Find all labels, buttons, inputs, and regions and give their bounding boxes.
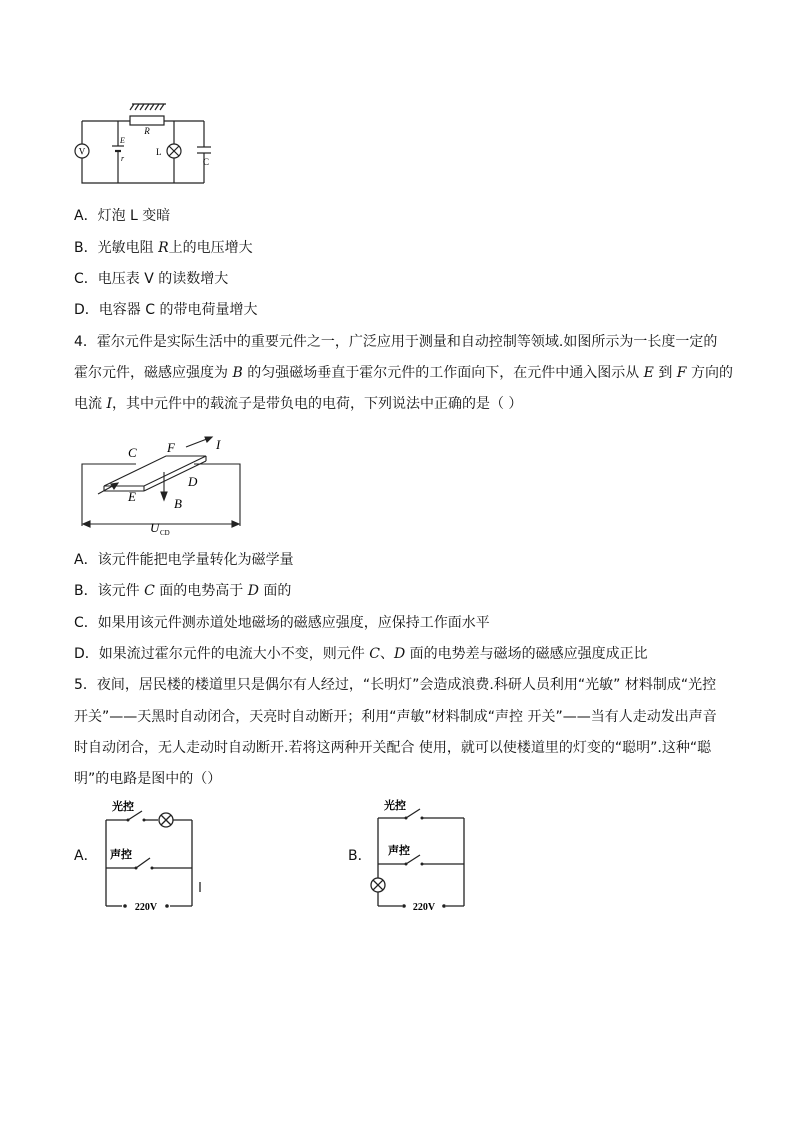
q4-stem-3b: ，其中元件中的载流子是带负电的电荷，下列说法中正确的是（ ） bbox=[111, 396, 523, 412]
q4-stem-2a: 霍尔元件，磁感应强度为 bbox=[74, 365, 233, 381]
q3-option-b bbox=[74, 238, 253, 258]
face-e-label: E bbox=[128, 489, 136, 504]
supply-voltage-label-a: 220V bbox=[134, 902, 158, 913]
switch-light-label-a: 光控 bbox=[112, 801, 134, 813]
q4-stem-2F: F bbox=[676, 365, 687, 381]
internal-resistance-label: r bbox=[121, 154, 125, 163]
capacitor-label: C bbox=[203, 157, 210, 167]
q4-stem-line2 bbox=[74, 363, 733, 383]
q4-option-d-suffix: 面的电势差与磁场的磁感应强度成正比 bbox=[405, 646, 648, 662]
emf-label: E bbox=[120, 136, 125, 145]
q4-stem-line1: 4．霍尔元件是实际生活中的重要元件之一，广泛应用于测量和自动控制等领域.如图所示为一长度一定的 bbox=[74, 334, 718, 350]
q3-option-b-suffix: 上的电压增大 bbox=[168, 240, 253, 256]
q5-stem-line3: 时自动闭合，无人走动时自动断开.若将这两种开关配合 使用，就可以使楼道里的灯变的“聪明”.这种“聪 bbox=[74, 740, 712, 756]
q5-stem-line4: 明”的电路是图中的（） bbox=[74, 771, 222, 787]
q4-stem-2c: 到 bbox=[653, 365, 677, 381]
q3-option-b-prefix: B．光敏电阻 bbox=[74, 240, 159, 256]
q4-option-d-var2: D bbox=[393, 646, 406, 662]
voltage-subscript-label: CD bbox=[160, 529, 170, 537]
q4-option-d-var1: C bbox=[369, 646, 380, 662]
q4-stem-2E: E bbox=[643, 365, 654, 381]
supply-voltage-label-b: 220V bbox=[412, 902, 436, 913]
q3-option-b-var: R bbox=[158, 240, 169, 256]
q4-option-a: A．该元件能把电学量转化为磁学量 bbox=[74, 552, 294, 568]
voltage-u-label: U bbox=[150, 520, 160, 535]
q5-stem-line2: 开关”——天黑时自动闭合，天亮时自动断开；利用“声敏”材料制成“声控 开关”——当有人走动发出声音 bbox=[74, 709, 717, 725]
q4-stem-3a: 电流 bbox=[74, 396, 107, 412]
q4-option-b-var1: C bbox=[144, 583, 155, 599]
face-d-label: D bbox=[188, 474, 198, 489]
q4-option-c: C．如果用该元件测赤道处地磁场的磁感应强度，应保持工作面水平 bbox=[74, 615, 490, 631]
q5-option-a-label: A． bbox=[74, 848, 98, 864]
q4-option-b-var2: D bbox=[247, 583, 259, 599]
current-i-label: I bbox=[216, 437, 221, 452]
q4-stem-line3 bbox=[74, 394, 522, 414]
q4-option-d-prefix: D．如果流过霍尔元件的电流大小不变，则元件 bbox=[74, 646, 370, 662]
q4-stem-2d: 方向的 bbox=[686, 365, 733, 381]
switch-sound-label-a: 声控 bbox=[110, 849, 132, 861]
q4-option-d bbox=[74, 644, 648, 664]
face-c-label: C bbox=[128, 445, 137, 460]
resistor-label: R bbox=[144, 126, 150, 136]
q4-option-b-prefix: B．该元件 bbox=[74, 583, 145, 599]
lamp-label: L bbox=[156, 147, 162, 157]
q4-hall-element-figure bbox=[74, 434, 250, 540]
q5-option-b-label: B． bbox=[348, 848, 372, 864]
switch-sound-label-b: 声控 bbox=[388, 845, 410, 857]
q3-option-c: C．电压表 V 的读数增大 bbox=[74, 271, 229, 287]
q3-option-d: D．电容器 C 的带电荷量增大 bbox=[74, 302, 258, 318]
q5-circuit-a bbox=[96, 796, 208, 916]
q4-stem-2b: 的匀强磁场垂直于霍尔元件的工作面向下，在元件中通入图示从 bbox=[242, 365, 644, 381]
q5-circuit-b bbox=[366, 796, 472, 916]
q5-stem-line1: 5．夜间，居民楼的楼道里只是偶尔有人经过，“长明灯”会造成浪费.科研人员利用“光敏” 材料制成“光控 bbox=[74, 677, 717, 693]
face-f-label: F bbox=[167, 440, 175, 455]
q4-option-b bbox=[74, 581, 291, 601]
q4-option-d-mid: 、 bbox=[379, 646, 394, 662]
q4-option-b-suffix: 面的 bbox=[258, 583, 292, 599]
field-b-label: B bbox=[174, 496, 182, 511]
q4-stem-3I: I bbox=[106, 396, 112, 412]
switch-light-label-b: 光控 bbox=[384, 800, 406, 812]
q4-stem-2B: B bbox=[232, 365, 243, 381]
q4-option-b-mid: 面的电势高于 bbox=[154, 583, 248, 599]
q3-circuit-diagram bbox=[70, 100, 230, 190]
voltmeter-label: V bbox=[78, 146, 86, 157]
q3-option-a: A．灯泡 L 变暗 bbox=[74, 208, 171, 224]
